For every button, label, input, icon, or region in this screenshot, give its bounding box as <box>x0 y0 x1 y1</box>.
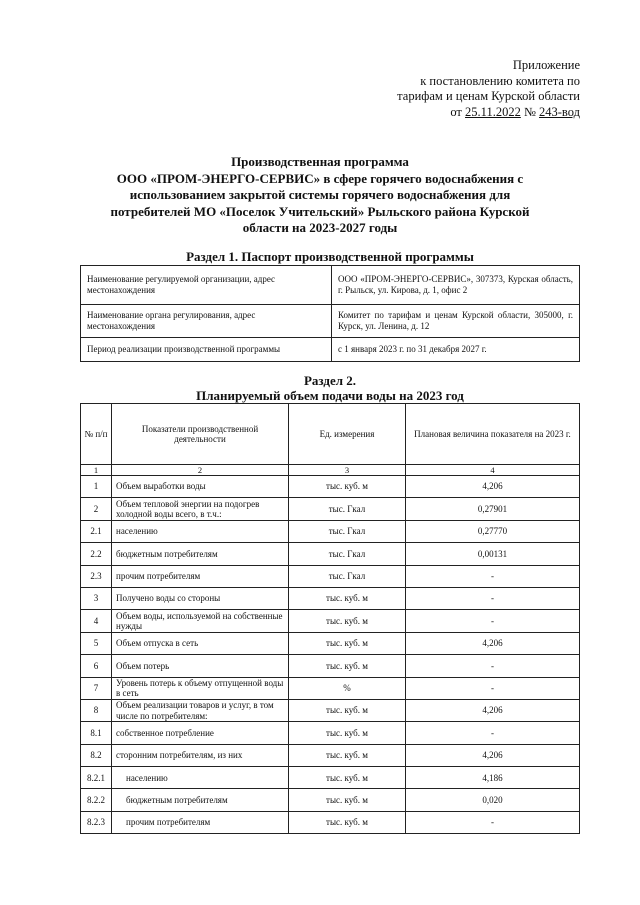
row-value: - <box>406 610 580 632</box>
row-number: 7 <box>81 677 112 699</box>
row-indicator: собственное потребление <box>112 722 289 744</box>
annex-block <box>370 58 580 120</box>
row-indicator: Объем отпуска в сеть <box>112 632 289 654</box>
row-unit: тыс. Гкал <box>289 498 406 520</box>
passport-table <box>80 265 580 362</box>
table-row <box>81 767 580 789</box>
row-number: 3 <box>81 587 112 609</box>
table-row <box>81 677 580 699</box>
table-row <box>81 655 580 677</box>
row-number: 8 <box>81 699 112 721</box>
row-unit: тыс. Гкал <box>289 520 406 542</box>
passport-label: Период реализации производственной программы <box>81 338 332 362</box>
table-row <box>81 543 580 565</box>
row-value: 0,27770 <box>406 520 580 542</box>
row-value: - <box>406 565 580 587</box>
annex-line: тарифам и ценам Курской области <box>397 89 580 103</box>
row-unit: тыс. куб. м <box>289 476 406 498</box>
row-unit: тыс. Гкал <box>289 543 406 565</box>
row-number: 2.3 <box>81 565 112 587</box>
row-value: - <box>406 722 580 744</box>
annex-number-sign: № <box>523 104 536 119</box>
row-value: 4,206 <box>406 744 580 766</box>
row-unit: тыс. куб. м <box>289 610 406 632</box>
column-number: 3 <box>289 465 406 476</box>
passport-value: ООО «ПРОМ-ЭНЕРГО-СЕРВИС», 307373, Курская область, г. Рыльск, ул. Кирова, д. 1, офис 2 <box>332 266 580 305</box>
passport-value: Комитет по тарифам и ценам Курской области, 305000, г. Курск, ул. Ленина, д. 12 <box>332 305 580 338</box>
annex-line: к постановлению комитета по <box>420 73 580 88</box>
row-value: - <box>406 677 580 699</box>
table-row <box>81 520 580 542</box>
row-indicator: бюджетным потребителям <box>112 543 289 565</box>
row-unit: тыс. куб. м <box>289 655 406 677</box>
row-value: 4,206 <box>406 699 580 721</box>
row-indicator: Получено воды со стороны <box>112 587 289 609</box>
row-number: 4 <box>81 610 112 632</box>
row-number: 8.2.1 <box>81 767 112 789</box>
row-number: 8.1 <box>81 722 112 744</box>
row-value: 0,27901 <box>406 498 580 520</box>
row-number: 1 <box>81 476 112 498</box>
row-unit: тыс. куб. м <box>289 722 406 744</box>
row-number: 8.2.2 <box>81 789 112 811</box>
row-value: - <box>406 811 580 833</box>
table-row <box>81 811 580 833</box>
row-unit: тыс. куб. м <box>289 587 406 609</box>
table-row <box>81 744 580 766</box>
row-number: 8.2.3 <box>81 811 112 833</box>
document-title <box>100 154 540 237</box>
table-row <box>81 699 580 721</box>
row-value: - <box>406 587 580 609</box>
row-indicator: населению <box>112 767 289 789</box>
annex-line: Приложение <box>512 58 580 72</box>
section2-heading <box>80 373 580 403</box>
table-row <box>81 476 580 498</box>
volume-table <box>80 403 580 834</box>
row-indicator: Уровень потерь к объему отпущенной воды в сеть <box>112 677 289 699</box>
passport-value: с 1 января 2023 г. по 31 декабря 2027 г. <box>332 338 580 362</box>
table-row <box>81 338 580 362</box>
column-header: Показатели производственной деятельности <box>112 404 289 465</box>
column-header: № п/п <box>81 404 112 465</box>
section2-title: Раздел 2. <box>303 373 357 388</box>
row-indicator: населению <box>112 520 289 542</box>
row-indicator: Объем тепловой энергии на подогрев холодной воды всего, в т.ч.: <box>112 498 289 520</box>
row-indicator: прочим потребителям <box>112 565 289 587</box>
row-indicator: Объем выработки воды <box>112 476 289 498</box>
row-unit: тыс. Гкал <box>289 565 406 587</box>
row-value: 4,186 <box>406 767 580 789</box>
row-value: 0,020 <box>406 789 580 811</box>
row-unit: тыс. куб. м <box>289 811 406 833</box>
column-header: Плановая величина показателя на 2023 г. <box>406 404 580 465</box>
row-unit: % <box>289 677 406 699</box>
table-row <box>81 305 580 338</box>
title-line: потребителей МО «Поселок Учительский» Рыльского района Курской <box>110 203 530 219</box>
section2-subtitle: Планируемый объем подачи воды на 2023 год <box>196 388 464 403</box>
row-value: 4,206 <box>406 476 580 498</box>
table-row <box>81 587 580 609</box>
passport-label: Наименование органа регулирования, адрес местонахождения <box>81 305 332 338</box>
title-line: области на 2023-2027 годы <box>242 220 398 235</box>
row-number: 5 <box>81 632 112 654</box>
column-header: Ед. измерения <box>289 404 406 465</box>
row-unit: тыс. куб. м <box>289 789 406 811</box>
annex-date: 25.11.2022 <box>465 104 521 119</box>
row-indicator: сторонним потребителям, из них <box>112 744 289 766</box>
column-number: 1 <box>81 465 112 476</box>
section1-heading: Раздел 1. Паспорт производственной программы <box>186 249 474 264</box>
table-row <box>81 610 580 632</box>
annex-date-line <box>370 105 580 121</box>
row-indicator: Объем воды, используемой на собственные нужды <box>112 610 289 632</box>
row-indicator: прочим потребителям <box>112 811 289 833</box>
row-unit: тыс. куб. м <box>289 744 406 766</box>
column-number: 2 <box>112 465 289 476</box>
table-row <box>81 722 580 744</box>
column-number: 4 <box>406 465 580 476</box>
annex-number: 243-вод <box>539 104 580 119</box>
row-number: 6 <box>81 655 112 677</box>
table-row <box>81 632 580 654</box>
table-header-row <box>81 404 580 465</box>
title-line: Производственная программа <box>231 154 409 169</box>
table-row <box>81 498 580 520</box>
annex-prefix: от <box>450 104 462 119</box>
row-unit: тыс. куб. м <box>289 632 406 654</box>
row-value: 4,206 <box>406 632 580 654</box>
row-number: 2.1 <box>81 520 112 542</box>
row-number: 8.2 <box>81 744 112 766</box>
table-row <box>81 789 580 811</box>
title-line: ООО «ПРОМ-ЭНЕРГО-СЕРВИС» в сфере горячего водоснабжения с <box>116 170 524 186</box>
passport-label: Наименование регулируемой организации, адрес местонахождения <box>81 266 332 305</box>
title-line: использованием закрытой системы горячего водоснабжения для <box>129 187 511 202</box>
table-row <box>81 565 580 587</box>
table-row <box>81 266 580 305</box>
row-indicator: бюджетным потребителям <box>112 789 289 811</box>
row-value: 0,00131 <box>406 543 580 565</box>
row-number: 2.2 <box>81 543 112 565</box>
row-value: - <box>406 655 580 677</box>
row-indicator: Объем реализации товаров и услуг, в том числе по потребителям: <box>112 699 289 721</box>
row-number: 2 <box>81 498 112 520</box>
row-indicator: Объем потерь <box>112 655 289 677</box>
column-number-row <box>81 465 580 476</box>
row-unit: тыс. куб. м <box>289 767 406 789</box>
row-unit: тыс. куб. м <box>289 699 406 721</box>
